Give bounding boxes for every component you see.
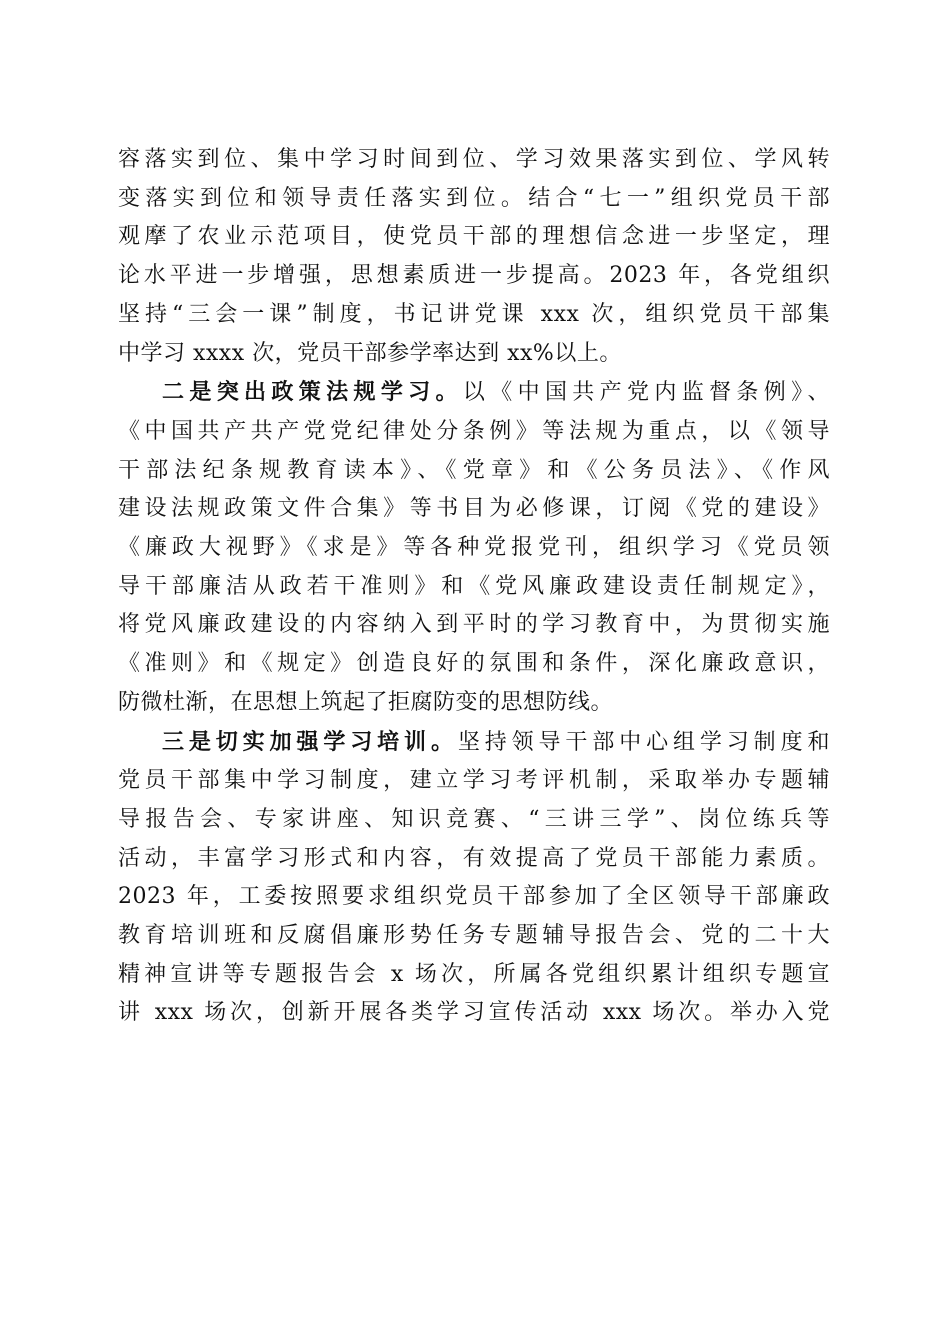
- text-line: 导报告会、专家讲座、知识竞赛、“三讲三学”、岗位练兵等: [118, 806, 830, 832]
- text-line: 导干部廉洁从政若干准则》和《党风廉政建设责任制规定》，: [118, 573, 830, 599]
- text-line: 《中国共产共产党党纪律处分条例》等法规为重点，以《领导: [118, 418, 830, 444]
- text-line: 将党风廉政建设的内容纳入到平时的学习教育中，为贯彻实施: [118, 612, 830, 638]
- text-line: 《廉政大视野》《求是》等各种党报党刊，组织学习《党员领: [118, 535, 830, 561]
- text-line: 建设法规政策文件合集》等书目为必修课，订阅《党的建设》: [118, 496, 830, 522]
- text-line: 观摩了农业示范项目，使党员干部的理想信念进一步坚定，理: [118, 224, 830, 250]
- text-line: 容落实到位、集中学习时间到位、学习效果落实到位、学风转: [118, 147, 830, 172]
- paragraph-2: [118, 373, 830, 722]
- paragraph-first-line-rest: 以《中国共产党内监督条例》、: [462, 380, 830, 406]
- text-line: 教育培训班和反腐倡廉形势任务专题辅导报告会、党的二十大: [118, 923, 830, 949]
- text-line: 《准则》和《规定》创造良好的氛围和条件，深化廉政意识，: [118, 651, 830, 677]
- paragraph-first-line-rest: 坚持领导干部中心组学习制度和: [457, 729, 830, 755]
- text-line: 中学习 xxxx 次，党员干部参学率达到 xx%以上。: [118, 340, 622, 366]
- text-line: 防微杜渐，在思想上筑起了拒腐防变的思想防线。: [118, 689, 614, 715]
- text-line: 精神宣讲等专题报告会 x 场次，所属各党组织累计组织专题宣: [118, 961, 830, 987]
- text-line: 坚持“三会一课”制度，书记讲党课 xxx 次，组织党员干部集: [118, 301, 830, 327]
- text-line: 干部法纪条规教育读本》、《党章》和《公务员法》、《作风: [118, 457, 830, 483]
- paragraph-lead: 二是突出政策法规学习。: [162, 379, 463, 406]
- text-line: 2023 年，工委按照要求组织党员干部参加了全区领导干部廉政: [118, 884, 830, 910]
- text-line: 变落实到位和领导责任落实到位。结合“七一”组织党员干部: [118, 185, 830, 211]
- text-line: 党员干部集中学习制度，建立学习考评机制，采取举办专题辅: [118, 768, 830, 794]
- text-line: 活动，丰富学习形式和内容，有效提高了党员干部能力素质。: [118, 845, 830, 871]
- body-text: [118, 141, 830, 1033]
- paragraph-3: [118, 723, 830, 1034]
- paragraph-1: [118, 141, 830, 373]
- paragraph-first-line: [118, 723, 830, 763]
- paragraph-lead: 三是切实加强学习培训。: [162, 728, 458, 755]
- text-line: 讲 xxx 场次，创新开展各类学习宣传活动 xxx 场次。举办入党: [118, 1000, 830, 1026]
- text-line: 论水平进一步增强，思想素质进一步提高。2023 年，各党组织: [118, 263, 830, 289]
- paragraph-first-line: [118, 373, 830, 413]
